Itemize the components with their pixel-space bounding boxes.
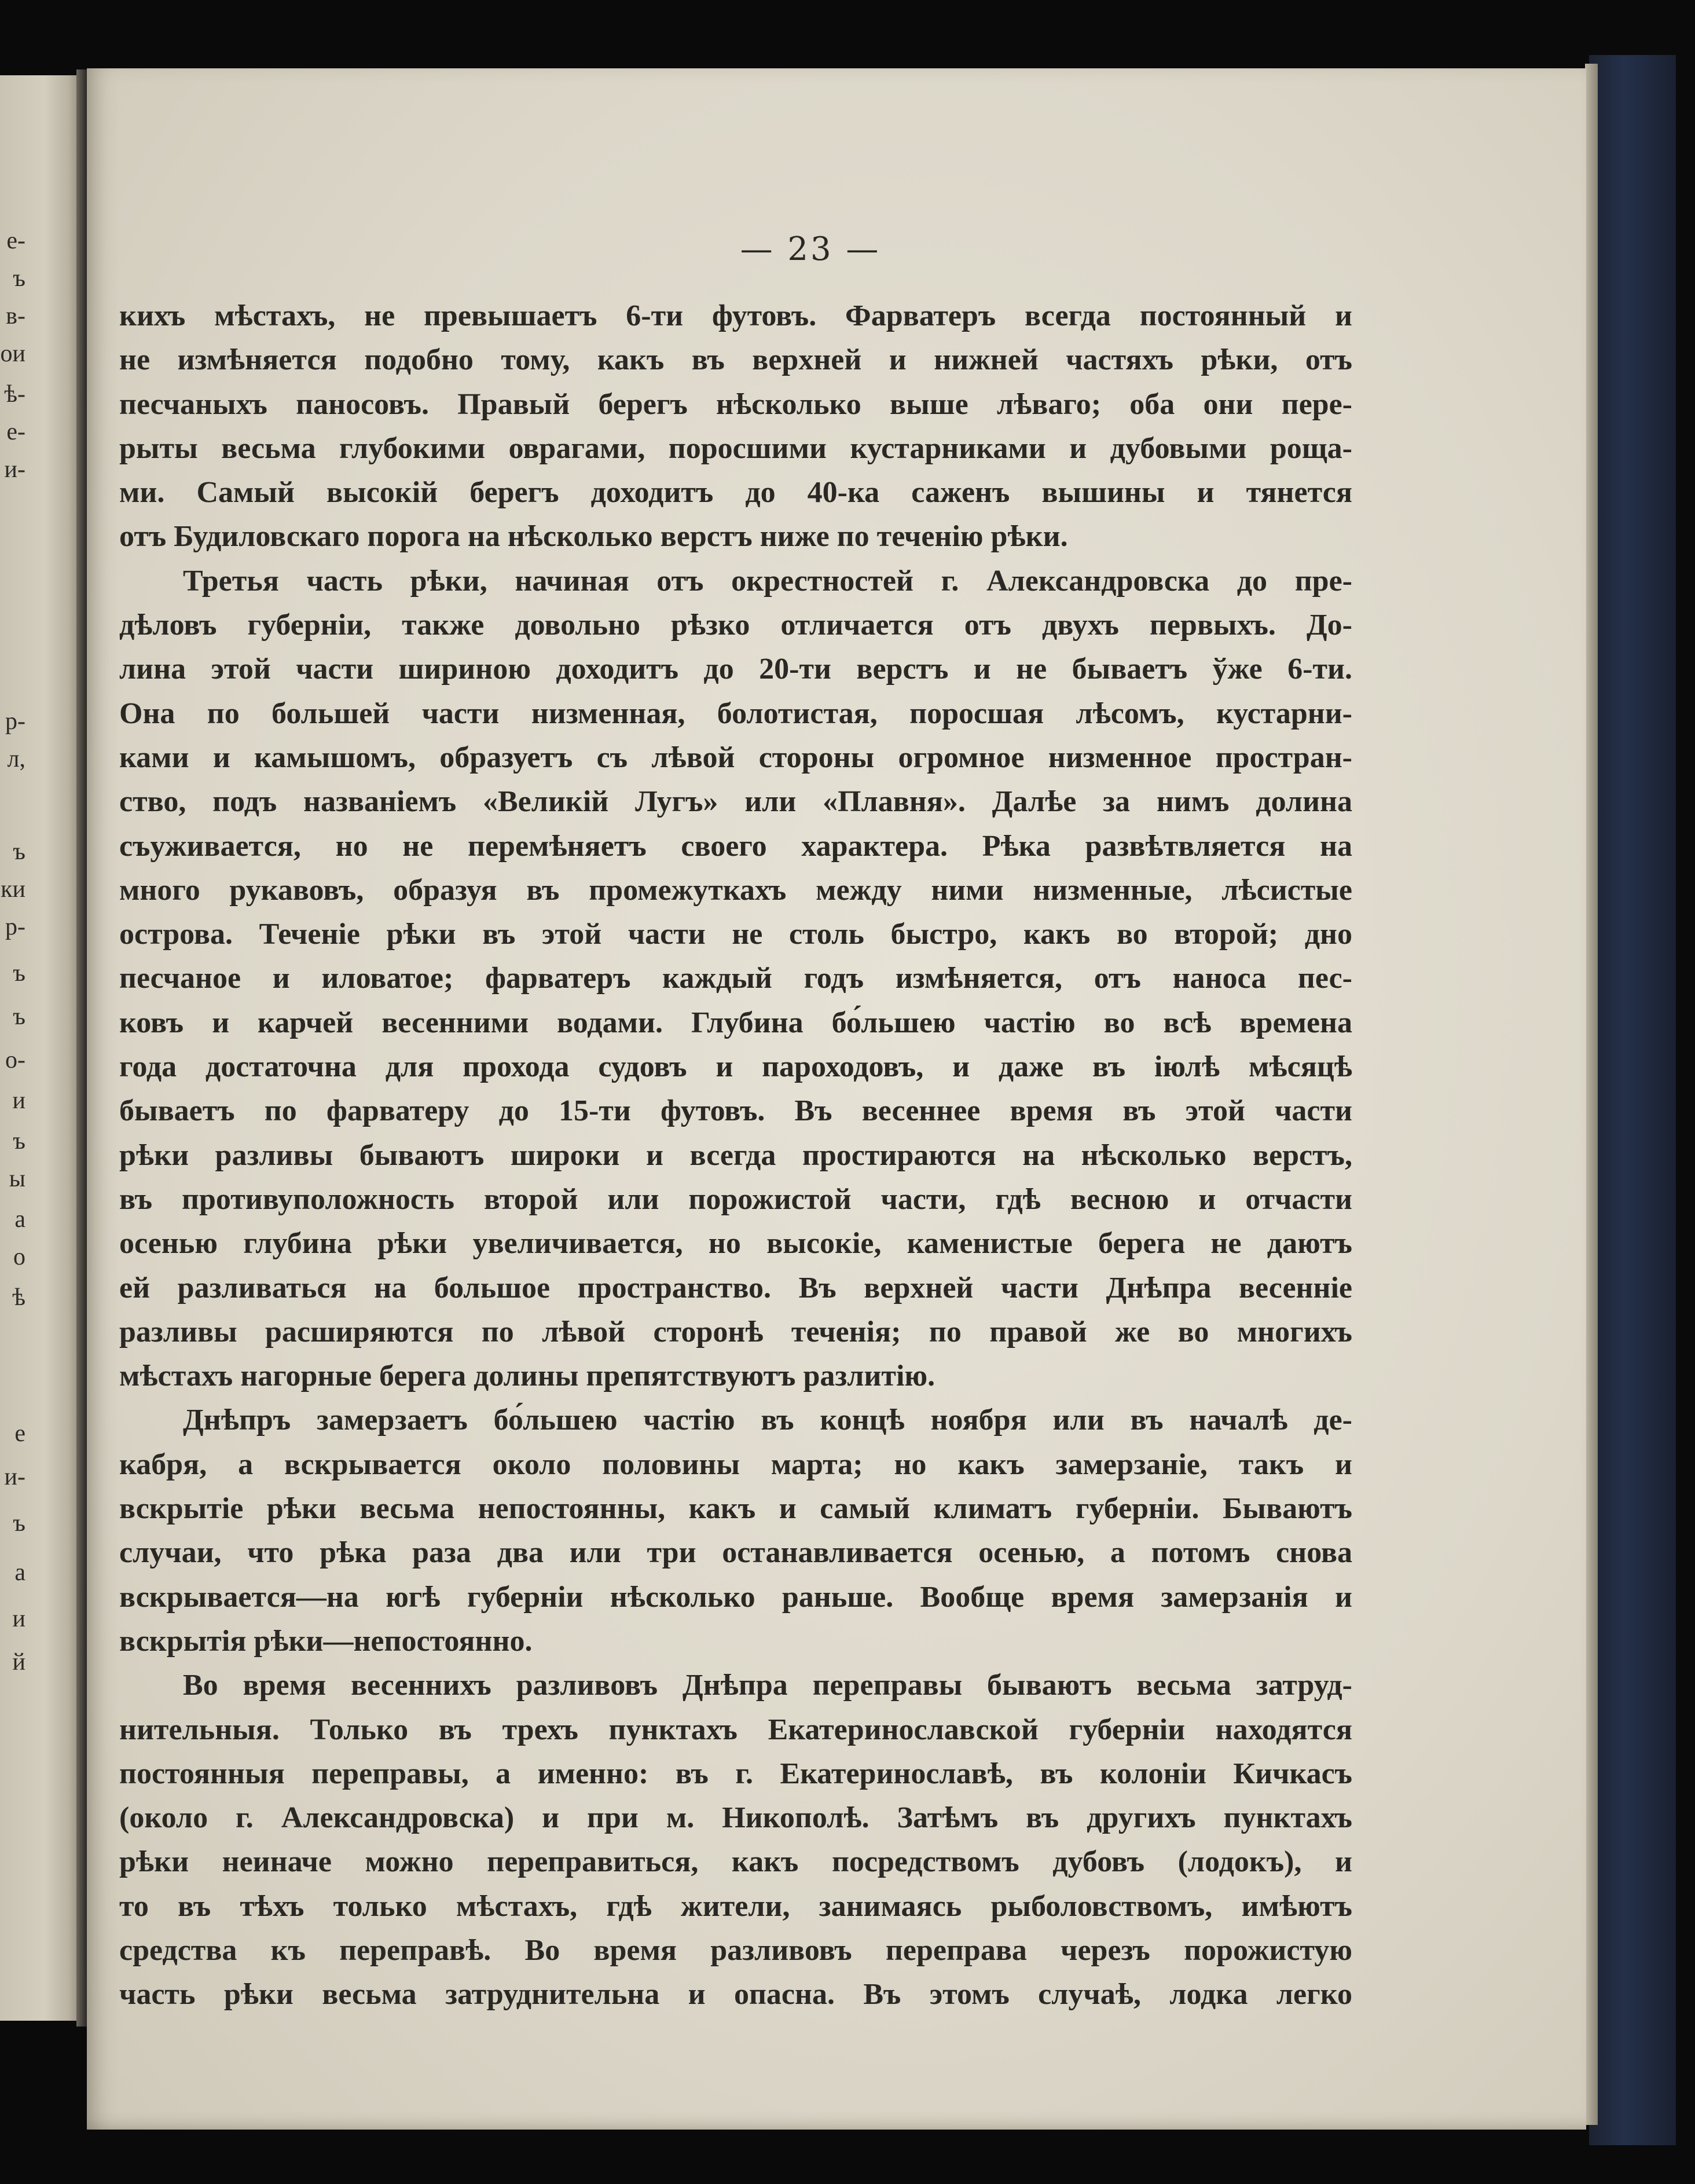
left-page-text-fragment: й bbox=[12, 1649, 25, 1676]
left-page-text-fragment: и bbox=[12, 1606, 25, 1632]
text-line: лина этой части шириною доходитъ до 20-ти верстъ и не бываетъ ўже 6-ти. bbox=[119, 653, 1352, 686]
text-line: въ противуположность второй или порожистой части, гдѣ весною и отчасти bbox=[119, 1182, 1352, 1216]
left-page-text-fragment: и- bbox=[4, 1464, 25, 1490]
book-cover-edge bbox=[1589, 55, 1676, 2145]
text-line: то въ тѣхъ только мѣстахъ, гдѣ жители, занимаясь рыболовствомъ, имѣютъ bbox=[119, 1889, 1352, 1923]
text-line: кихъ мѣстахъ, не превышаетъ 6-ти футовъ. Фарватеръ всегда постоянный и bbox=[119, 299, 1352, 332]
text-line: ми. Самый высокій берегъ доходитъ до 40-ка саженъ вышины и тянется bbox=[119, 476, 1352, 510]
left-page-text-fragment: л, bbox=[7, 746, 25, 772]
left-page-text-fragment: и- bbox=[4, 456, 25, 483]
left-page-text-fragment: е- bbox=[6, 228, 25, 254]
left-page-text-fragment: в- bbox=[6, 303, 25, 329]
page-number: — 23 — bbox=[740, 230, 881, 268]
left-page-text-fragment: ъ bbox=[13, 1128, 25, 1155]
text-line: песчаныхъ паносовъ. Правый берегъ нѣсколько выше лѣваго; оба они пере- bbox=[119, 387, 1352, 421]
text-line: дѣловъ губерніи, также довольно рѣзко отличается отъ двухъ первыхъ. До- bbox=[119, 609, 1352, 642]
text-line: нительныя. Только въ трехъ пунктахъ Екатеринославской губерніи находятся bbox=[119, 1713, 1352, 1746]
text-line: не измѣняется подобно тому, какъ въ верхней и нижней частяхъ рѣки, отъ bbox=[119, 343, 1352, 377]
left-page-text-fragment: ъ bbox=[13, 265, 25, 292]
text-line: рѣки неиначе можно переправиться, какъ посредствомъ дубовъ (лодокъ), и bbox=[119, 1845, 1352, 1879]
text-line: ство, подъ названіемъ «Великій Лугъ» или «Плавня». Далѣе за нимъ долина bbox=[119, 785, 1352, 819]
left-page-text-fragment: о- bbox=[5, 1047, 25, 1073]
text-line: постоянныя переправы, а именно: въ г. Екатеринославѣ, въ колоніи Кичкасъ bbox=[119, 1757, 1352, 1790]
text-line: средства къ переправѣ. Во время разливовъ переправа черезъ порожистую bbox=[119, 1933, 1352, 1967]
text-line: отъ Будиловскаго порога на нѣсколько верстъ ниже по теченію рѣки. bbox=[119, 520, 1068, 554]
text-line: вскрывается—на югѣ губерніи нѣсколько раньше. Вообще время замерзанія и bbox=[119, 1580, 1352, 1614]
left-page-text-fragment: е bbox=[14, 1420, 25, 1447]
text-line: (около г. Александровска) и при м. Никополѣ. Затѣмъ въ другихъ пунктахъ bbox=[119, 1801, 1352, 1835]
left-adjacent-page bbox=[0, 75, 81, 2021]
body-text bbox=[119, 294, 1352, 2017]
left-page-text-fragment: а bbox=[14, 1559, 25, 1586]
text-line: случаи, что рѣка раза два или три останавливается осенью, а потомъ снова bbox=[119, 1536, 1352, 1570]
text-line: много рукавовъ, образуя въ промежуткахъ между ними низменные, лѣсистые bbox=[119, 873, 1352, 907]
left-page-text-fragment: ъ bbox=[13, 1003, 25, 1030]
left-page-text-fragment: а bbox=[14, 1206, 25, 1233]
left-page-text-fragment: р- bbox=[5, 708, 25, 735]
text-line: Третья часть рѣки, начиная отъ окрестностей г. Александровска до пре- bbox=[183, 564, 1352, 598]
left-page-text-fragment: ѣ- bbox=[4, 381, 25, 408]
text-line: Во время весеннихъ разливовъ Днѣпра переправы бываютъ весьма затруд- bbox=[183, 1669, 1352, 1702]
text-line: вскрытіе рѣки весьма непостоянны, какъ и самый климатъ губерніи. Бываютъ bbox=[119, 1492, 1352, 1526]
left-page-text-fragment: ъ bbox=[13, 960, 25, 987]
left-page-text-fragment: ки bbox=[1, 876, 25, 903]
text-line: рѣки разливы бываютъ широки и всегда простираются на нѣсколько верстъ, bbox=[119, 1138, 1352, 1172]
text-line: часть рѣки весьма затруднительна и опасна. Въ этомъ случаѣ, лодка легко bbox=[119, 1978, 1352, 2011]
text-line: ками и камышомъ, образуетъ съ лѣвой стороны огромное низменное простран- bbox=[119, 741, 1352, 774]
text-line: Она по большей части низменная, болотистая, поросшая лѣсомъ, кустарни- bbox=[119, 697, 1352, 730]
text-line: бываетъ по фарватеру до 15-ти футовъ. Въ весеннее время въ этой части bbox=[119, 1094, 1352, 1128]
text-line: кабря, а вскрывается около половины марта; но какъ замерзаніе, такъ и bbox=[119, 1448, 1352, 1481]
left-page-text-fragment: е- bbox=[6, 419, 25, 445]
text-line: ковъ и карчей весенними водами. Глубина бо́льшею частію во всѣ времена bbox=[119, 1006, 1352, 1039]
text-line: острова. Теченіе рѣки въ этой части не столь быстро, какъ во второй; дно bbox=[119, 918, 1352, 951]
text-line: ей разливаться на большое пространство. Въ верхней части Днѣпра весенніе bbox=[119, 1271, 1352, 1304]
left-page-text-fragment: о bbox=[13, 1244, 25, 1270]
left-page-text-fragment: р- bbox=[5, 914, 25, 940]
text-line: Днѣпръ замерзаетъ бо́льшею частію въ концѣ ноября или въ началѣ де- bbox=[183, 1404, 1352, 1437]
text-line: осенью глубина рѣки увеличивается, но высокіе, каменистые берега не даютъ bbox=[119, 1227, 1352, 1260]
left-page-text-fragment: ъ bbox=[13, 838, 25, 865]
text-line: песчаное и иловатое; фарватеръ каждый годъ измѣняется, отъ наноса пес- bbox=[119, 962, 1352, 995]
book-page bbox=[87, 68, 1586, 2130]
left-page-text-fragment: ѣ bbox=[12, 1284, 25, 1311]
text-line: вскрытія рѣки—непостоянно. bbox=[119, 1624, 533, 1658]
left-page-text-fragment: ъ bbox=[13, 1510, 25, 1537]
left-page-text-fragment: и bbox=[12, 1087, 25, 1114]
left-page-text-fragment: ои bbox=[0, 340, 25, 367]
text-line: года достаточна для прохода судовъ и пароходовъ, и даже въ іюлѣ мѣсяцѣ bbox=[119, 1050, 1352, 1084]
text-line: мѣстахъ нагорные берега долины препятствуютъ разлитію. bbox=[119, 1359, 935, 1393]
left-page-text-fragment: ы bbox=[9, 1166, 25, 1192]
text-line: рыты весьма глубокими оврагами, поросшими кустарниками и дубовыми роща- bbox=[119, 431, 1352, 465]
text-line: разливы расширяются по лѣвой сторонѣ теченія; по правой же во многихъ bbox=[119, 1315, 1352, 1348]
text-line: съуживается, но не перемѣняетъ своего характера. Рѣка развѣтвляется на bbox=[119, 829, 1352, 863]
page-stack-edge bbox=[1585, 64, 1598, 2125]
